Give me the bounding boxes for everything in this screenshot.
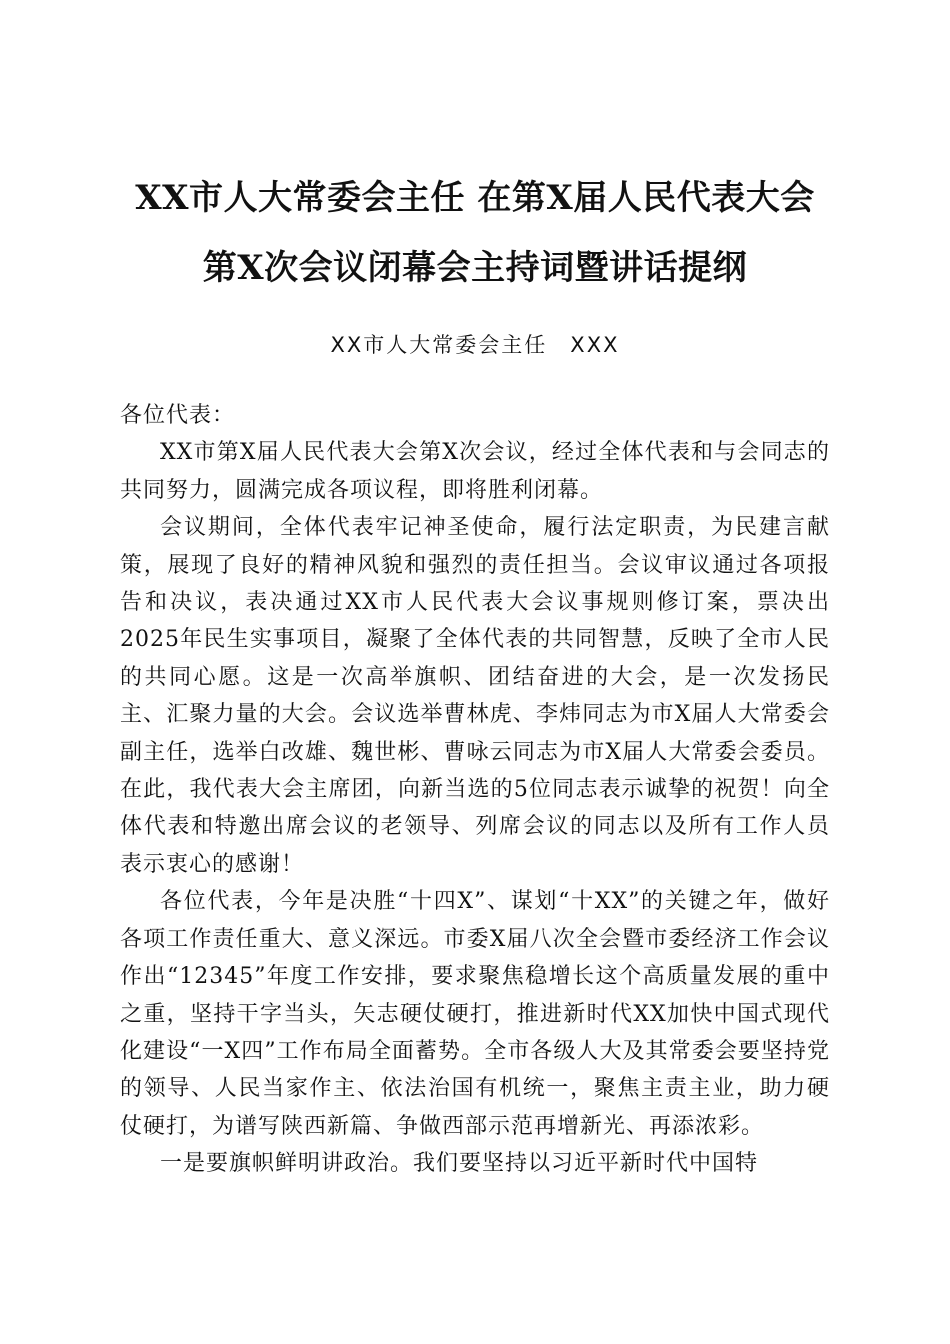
salutation: 各位代表： — [120, 403, 236, 428]
paragraph-1: XX市第X届人民代表大会第X次会议，经过全体代表和与会同志的共同努力，圆满完成各项议程，即将胜利闭幕。 — [120, 440, 830, 503]
paragraph-3: 各位代表，今年是决胜“十四X”、谋划“十XX”的关键之年，做好各项工作责任重大、意义深远。市委X届八次全会暨市委经济工作会议作出“12345”年度工作安排，要求聚焦稳增长这个高质量发展的重中之重，坚持干字当头，矢志硬仗硬打，推进新时代XX加快中国式现代化建设“一X四”工作布局全面蓄势。全市各级人大及其常委会要坚持党的领导、人民当家作主、依法治国有机统一，聚焦主责主业，助力硬仗硬打，为谱写陕西新篇、争做西部示范再增新光、再添浓彩。 — [120, 889, 830, 1139]
document-author: XX市人大常委会主任 XXX — [330, 333, 620, 357]
paragraph-4: 一是要旗帜鲜明讲政治。我们要坚持以习近平新时代中国特 — [160, 1151, 759, 1177]
document-body — [120, 397, 830, 1183]
document-title-line-1: XX市人大常委会主任 在第X届人民代表大会 — [135, 178, 815, 218]
document-title-line-2: 第X次会议闭幕会主持词暨讲话提纲 — [202, 248, 748, 288]
paragraph-2: 会议期间，全体代表牢记神圣使命，履行法定职责，为民建言献策，展现了良好的精神风貌和强烈的责任担当。会议审议通过各项报告和决议，表决通过XX市人民代表大会议事规则修订案，票决出2025年民生实事项目，凝聚了全体代表的共同智慧，反映了全市人民的共同心愿。这是一次高举旗帜、团结奋进的大会，是一次发扬民主、汇聚力量的大会。会议选举曹林虎、李炜同志为市X届人大常委会副主任，选举白改雄、魏世彬、曹咏云同志为市X届人大常委会委员。在此，我代表大会主席团，向新当选的5位同志表示诚挚的祝贺！向全体代表和特邀出席会议的老领导、列席会议的同志以及所有工作人员表示衷心的感谢！ — [120, 515, 830, 877]
